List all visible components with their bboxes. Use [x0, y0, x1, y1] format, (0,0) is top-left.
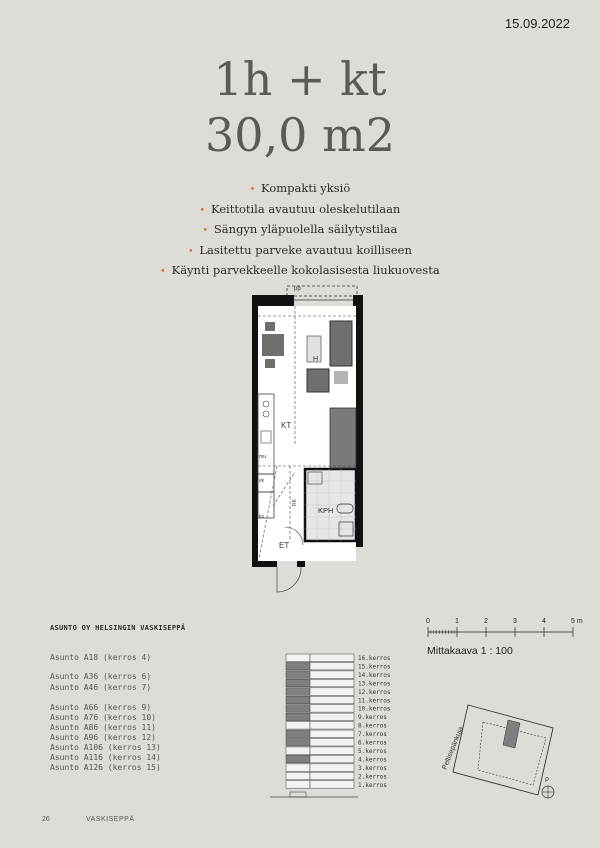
bullet-icon: •	[249, 185, 256, 195]
floor-row	[310, 688, 354, 695]
floor-row	[310, 755, 354, 762]
floor-row	[310, 722, 354, 729]
floor-row	[310, 747, 354, 754]
wall	[252, 295, 294, 306]
building-section	[270, 650, 400, 800]
bullet-icon: •	[160, 267, 166, 277]
floor-row	[310, 764, 354, 771]
label-h: H	[313, 356, 319, 363]
feature-item: • Käynti parvekkeelle kokolasisesta liukuovesta	[160, 263, 440, 277]
wardrobe	[330, 408, 356, 468]
scale-tick-label: 5 m	[571, 618, 583, 625]
floor-label: 5.kerros	[358, 747, 387, 755]
floor-cell	[286, 755, 310, 762]
unit-item: Asunto A66 (kerros 9)	[50, 703, 152, 712]
floor-label: 7.kerros	[358, 731, 387, 739]
floor-label: 1.kerros	[358, 781, 387, 789]
feature-item: • Sängyn yläpuolella säilytystilaa	[202, 222, 398, 236]
unit-item: Asunto A18 (kerros 4)	[50, 653, 152, 662]
floor-cell	[286, 747, 310, 754]
feature-item: • Lasitettu parveke avautuu koilliseen	[188, 242, 412, 257]
unit-item: Asunto A36 (kerros 6)	[50, 672, 152, 681]
unit-item: Asunto A126 (kerros 15)	[50, 763, 161, 772]
north-label: P	[545, 778, 550, 784]
scale-tick-label: 3	[513, 618, 517, 625]
label-vk: vk	[259, 478, 264, 484]
scale-tick-label: 1	[455, 618, 459, 625]
feature-list	[0, 178, 600, 281]
floor-cell	[286, 739, 310, 746]
wall	[252, 561, 277, 567]
entrance-door	[277, 567, 301, 592]
floor-row	[310, 662, 354, 669]
unit-item: Asunto A46 (kerros 7)	[50, 683, 152, 692]
label-mu: mu	[259, 454, 266, 460]
scale-tick-label: 2	[484, 618, 488, 625]
floor-cell	[286, 764, 310, 771]
unit-item: Asunto A86 (kerros 11)	[50, 723, 156, 732]
floor-label: 9.kerros	[358, 714, 387, 722]
floor-label: 10.kerros	[358, 705, 391, 713]
street-name: Peltisepänkuja	[441, 725, 465, 771]
floor-plan	[245, 286, 375, 596]
side-table	[334, 371, 348, 384]
label-kt: KT	[281, 421, 292, 430]
feature-item: • Keittotila avautuu oleskelutilaan	[199, 201, 401, 216]
floor-label: 3.kerros	[358, 764, 387, 772]
floor-cell	[286, 662, 310, 669]
floor-row	[310, 671, 354, 678]
floor-cell	[286, 713, 310, 720]
floor-label: 6.kerros	[358, 739, 387, 747]
floor-cell	[286, 696, 310, 703]
floor-row	[310, 696, 354, 703]
floor-row	[310, 654, 354, 661]
document-date: 15.09.2022	[504, 16, 570, 31]
floor-cell	[286, 671, 310, 678]
floor-label: 16.kerros	[358, 655, 391, 662]
scale-label: Mittakaava 1 : 100	[427, 645, 513, 657]
floor-cell	[286, 772, 310, 779]
floor-label: 11.kerros	[358, 697, 391, 705]
floor-row	[310, 705, 354, 712]
floor-row	[310, 772, 354, 779]
floor-label: 14.kerros	[358, 671, 391, 679]
label-pp: pp	[294, 286, 301, 292]
bullet-icon: •	[188, 246, 194, 257]
scale-bar	[420, 612, 583, 642]
floor-cell	[286, 688, 310, 695]
floor-cell	[286, 722, 310, 729]
footer-name: VASKISEPPÄ	[86, 816, 135, 823]
site-plan	[438, 700, 578, 810]
floor-label: 2.kerros	[358, 773, 387, 781]
unit-item: Asunto A116 (kerros 14)	[50, 753, 161, 762]
label-rk: RK	[292, 499, 298, 506]
building-outline	[453, 705, 553, 795]
wall	[252, 295, 258, 567]
floor-cell	[286, 679, 310, 686]
scale-tick-label: 0	[426, 618, 430, 625]
chair	[265, 359, 275, 368]
floor-row	[310, 781, 354, 788]
floor-label: 13.kerros	[358, 680, 391, 688]
scale-tick-label: 4	[542, 618, 546, 625]
floor-label: 15.kerros	[358, 663, 391, 671]
company-name: ASUNTO OY HELSINGIN VASKISEPPÄ	[50, 624, 186, 632]
floor-row	[310, 730, 354, 737]
label-et: ET	[279, 541, 290, 550]
label-kph: KPH	[318, 506, 334, 515]
floor-row	[310, 739, 354, 746]
apartment-area-title: 30,0 m2	[205, 108, 395, 162]
sofa	[330, 321, 352, 366]
floor-label: 8.kerros	[358, 722, 387, 730]
floor-label: 4.kerros	[358, 756, 387, 764]
dining-table	[262, 334, 284, 356]
floor-cell	[286, 654, 310, 661]
unit-item: Asunto A96 (kerros 12)	[50, 733, 156, 742]
apartment-type-title: 1h + kt	[213, 52, 387, 106]
chair	[265, 322, 275, 331]
apartment-location	[503, 720, 520, 748]
page-number: 26	[42, 816, 50, 823]
floor-cell	[286, 705, 310, 712]
floor-cell	[286, 781, 310, 788]
floor-row	[310, 713, 354, 720]
unit-item: Asunto A106 (kerros 13)	[50, 743, 161, 752]
armchair	[307, 369, 329, 392]
bullet-icon: •	[202, 226, 208, 236]
bullet-icon: •	[199, 205, 205, 216]
unit-item: Asunto A76 (kerros 10)	[50, 713, 156, 722]
floor-label: 12.kerros	[358, 688, 391, 696]
floor-cell	[286, 730, 310, 737]
feature-item: • Kompakti yksiö	[249, 181, 351, 195]
label-ks: ks	[259, 514, 264, 520]
floor-row	[310, 679, 354, 686]
